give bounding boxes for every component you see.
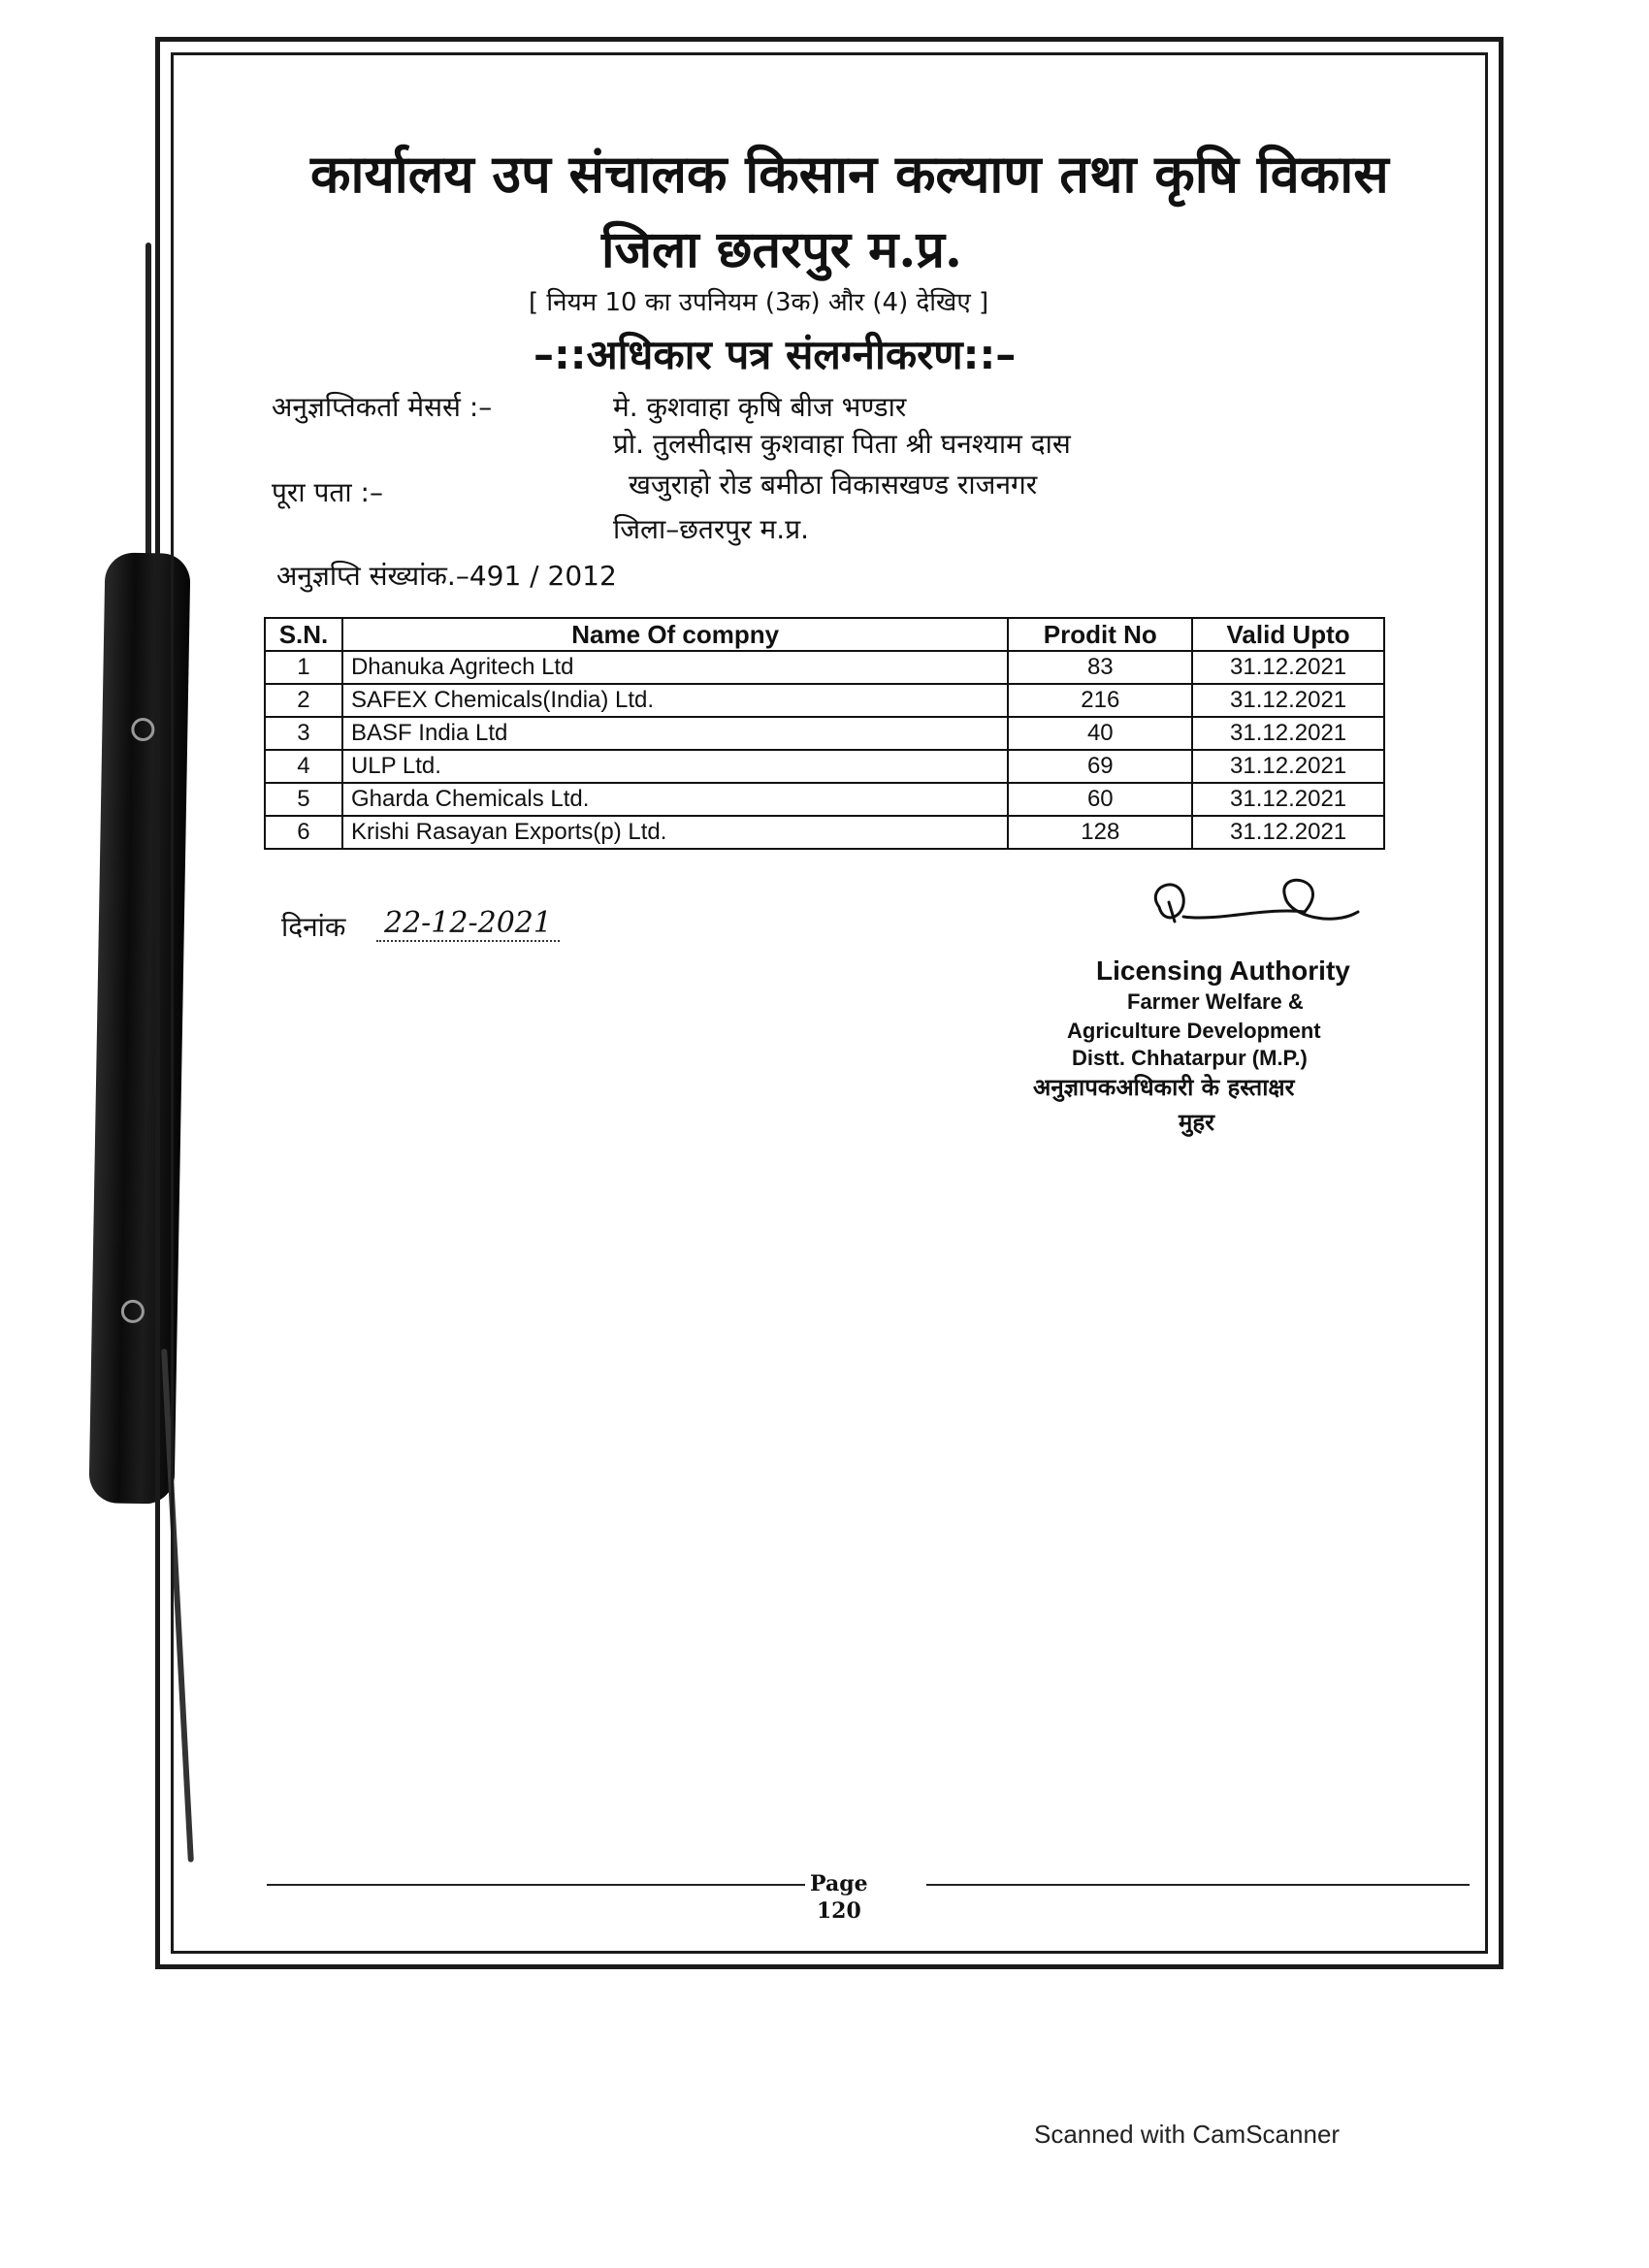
document-title: –::अधिकार पत्र संलग्नीकरण::– — [534, 331, 1017, 378]
cell-valid-upto: 31.12.2021 — [1192, 783, 1384, 816]
cell-prodit-no: 83 — [1008, 651, 1192, 684]
column-header-company: Name Of compny — [342, 618, 1009, 651]
table-row — [265, 717, 1384, 750]
cell-valid-upto: 31.12.2021 — [1192, 750, 1384, 783]
cell-company: Dhanuka Agritech Ltd — [342, 651, 1009, 684]
cell-sn: 2 — [265, 684, 342, 717]
address-line1: खजुराहो रोड बमीठा विकासखण्ड राजनगर — [629, 469, 1038, 501]
column-header-valid-upto: Valid Upto — [1192, 618, 1384, 651]
date-label: दिनांक — [281, 911, 346, 943]
date-value: 22-12-2021 — [376, 906, 560, 942]
cell-company: Krishi Rasayan Exports(p) Ltd. — [342, 816, 1009, 849]
scanner-watermark: Scanned with CamScanner — [1034, 2120, 1341, 2149]
table-row — [265, 750, 1384, 783]
authority-line3: Distt. Chhatarpur (M.P.) — [1072, 1046, 1308, 1070]
cell-sn: 3 — [265, 717, 342, 750]
column-header-sn: S.N. — [265, 618, 342, 651]
file-clip-wire-top — [146, 243, 151, 563]
cell-prodit-no: 60 — [1008, 783, 1192, 816]
page-number-block — [810, 1870, 868, 1925]
cell-prodit-no: 216 — [1008, 684, 1192, 717]
rule-note: [ नियम 10 का उपनियम (3क) और (4) देखिए ] — [529, 288, 989, 317]
address-label: पूरा पता :– — [272, 476, 383, 508]
column-header-prodit-no: Prodit No — [1008, 618, 1192, 651]
cell-prodit-no: 128 — [1008, 816, 1192, 849]
cell-valid-upto: 31.12.2021 — [1192, 816, 1384, 849]
cell-sn: 6 — [265, 816, 342, 849]
licensee-name: मे. कुशवाहा कृषि बीज भण्डार — [613, 391, 907, 423]
cell-sn: 4 — [265, 750, 342, 783]
cell-valid-upto: 31.12.2021 — [1192, 651, 1384, 684]
authority-title: Licensing Authority — [1096, 956, 1350, 986]
signature-label: अनुज्ञापकअधिकारी के हस्ताक्षर — [1033, 1074, 1295, 1101]
cell-company: Gharda Chemicals Ltd. — [342, 783, 1009, 816]
clip-hole-icon — [131, 718, 154, 741]
product-table — [264, 617, 1385, 850]
cell-sn: 1 — [265, 651, 342, 684]
cell-company: SAFEX Chemicals(India) Ltd. — [342, 684, 1009, 717]
authority-line1: Farmer Welfare & — [1127, 989, 1304, 1014]
table-header-row — [265, 618, 1384, 651]
authority-line2: Agriculture Development — [1067, 1019, 1321, 1043]
address-line2: जिला–छतरपुर म.प्र. — [613, 513, 810, 545]
cell-prodit-no: 69 — [1008, 750, 1192, 783]
table-row — [265, 816, 1384, 849]
footer-rule-right — [926, 1884, 1470, 1886]
cell-company: BASF India Ltd — [342, 717, 1009, 750]
cell-valid-upto: 31.12.2021 — [1192, 717, 1384, 750]
cell-valid-upto: 31.12.2021 — [1192, 684, 1384, 717]
office-title: कार्यालय उप संचालक किसान कल्याण तथा कृषि विकास — [310, 143, 1389, 205]
district-title: जिला छतरपुर म.प्र. — [601, 220, 963, 279]
table-row — [265, 684, 1384, 717]
clip-hole-icon — [121, 1300, 145, 1323]
cell-sn: 5 — [265, 783, 342, 816]
page-label: Page — [810, 1871, 868, 1896]
signature-icon — [1140, 868, 1373, 956]
license-number: अनुज्ञप्ति संख्यांक.–491 / 2012 — [276, 560, 617, 592]
cell-prodit-no: 40 — [1008, 717, 1192, 750]
page-number: 120 — [816, 1898, 861, 1924]
cell-company: ULP Ltd. — [342, 750, 1009, 783]
seal-label: मुहर — [1179, 1109, 1214, 1136]
table-row — [265, 651, 1384, 684]
licensee-label: अनुज्ञप्तिकर्ता मेसर्स :– — [272, 391, 493, 423]
footer-rule-left — [267, 1884, 805, 1886]
table-row — [265, 783, 1384, 816]
licensee-proprietor: प्रो. तुलसीदास कुशवाहा पिता श्री घनश्याम दास — [613, 428, 1071, 460]
